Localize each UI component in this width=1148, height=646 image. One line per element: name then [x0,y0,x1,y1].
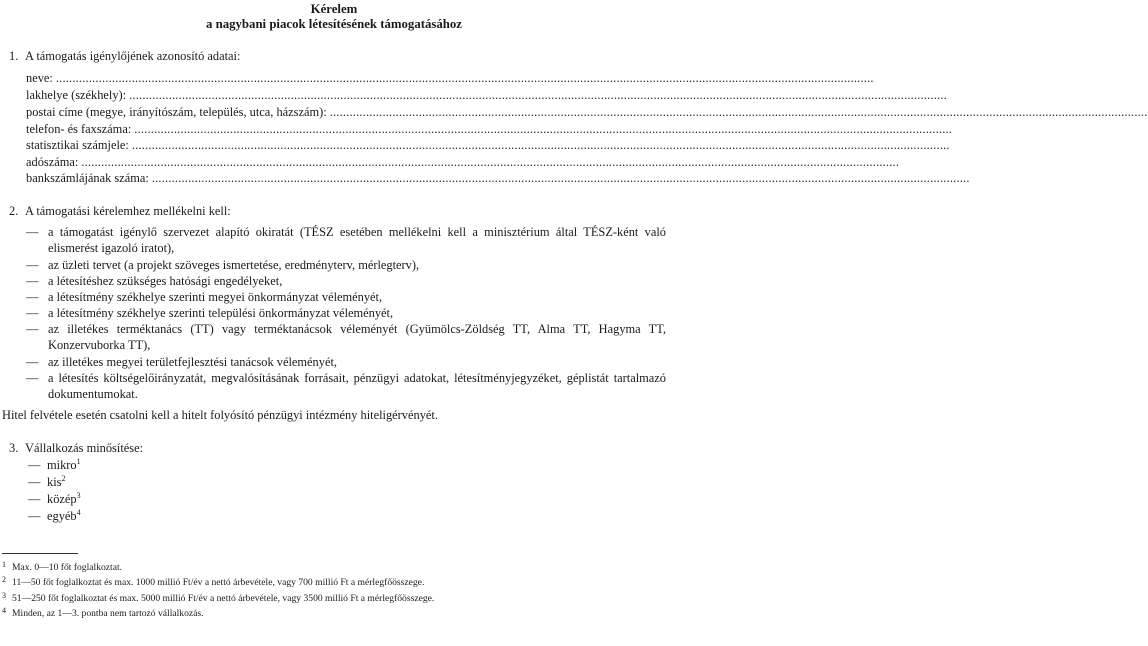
section-3-number: 3. [9,441,19,455]
size-option-label: mikro [47,458,77,472]
dash-bullet: — [26,290,39,304]
footnote-ref: 4 [76,508,81,517]
dash-bullet: — [26,274,39,288]
section-2-heading [9,203,231,219]
field-label: statisztikai számjele: [26,138,129,152]
dash-bullet: — [28,458,41,472]
footnote-text: Max. 0—10 főt foglalkoztat. [12,562,123,573]
size-option-label: kis [47,475,62,489]
fill-line: ........................................................................................................................................................................................................................................................ [129,88,947,102]
field-residence[interactable] [26,87,947,103]
section-2-heading-text: A támogatási kérelemhez mellékelni kell: [25,204,231,218]
field-bank-account[interactable] [26,170,970,186]
size-option-other[interactable] [28,508,81,524]
attachment-item [26,257,666,273]
size-option-micro[interactable] [28,457,81,473]
fill-line: ........................................................................................................................................................................................................................................................ [329,105,1148,119]
fill-line: ........................................................................................................................................................................................................................................................ [131,138,950,152]
section-3-heading [9,440,143,456]
footnote [2,574,424,589]
field-postal-address[interactable] [26,104,1148,120]
document-title: Kérelem [310,2,358,16]
attachment-item [26,224,666,256]
field-label: neve: [26,71,53,85]
field-label: telefon- és faxszáma: [26,122,132,136]
dash-bullet: — [26,225,39,239]
dash-bullet: — [26,371,39,385]
attachment-text: a létesítmény székhelye szerinti megyei önkormányzat véleményét, [48,290,383,304]
size-option-label: közép [47,492,77,506]
footnote-ref: 2 [61,474,66,483]
footnote-text: 11—50 főt foglalkoztat és max. 1000 millió Ft/év a nettó árbevétele, vagy 700 millió Ft a mérlegfőösszege. [12,577,425,588]
field-statistical-code[interactable] [26,137,950,153]
footnote [2,590,434,605]
attachment-item [26,289,666,305]
dash-bullet: — [26,306,39,320]
dash-bullet: — [26,322,39,336]
attachment-item [26,273,666,289]
attachment-text: az üzleti tervet (a projekt szöveges ismertetése, eredményterv, mérlegterv), [48,258,420,272]
attachment-text: a létesítés költségelőirányzatát, megvalósításának forrásait, pénzügyi adatokat, létesítményjegyzéket, géplistát tartalmazó dokumentumokat. [48,371,666,401]
footnote-ref: 3 [76,491,81,500]
attachment-text: a létesítéshez szükséges hatósági engedélyeket, [48,274,283,288]
attachment-item [26,321,666,353]
section-1-heading-text: A támogatás igénylőjének azonosító adatai: [25,49,241,63]
field-label: adószáma: [26,155,79,169]
attachment-text: az illetékes megyei területfejlesztési tanácsok véleményét, [48,355,337,369]
field-tax-number[interactable] [26,154,900,170]
attachment-item [26,354,666,370]
footnote-number: 2 [2,575,6,584]
fill-line: ........................................................................................................................................................................................................................................................ [55,71,874,85]
footnote [2,605,204,620]
size-option-medium[interactable] [28,491,81,507]
dash-bullet: — [28,492,41,506]
field-label: bankszámlájának száma: [26,171,149,185]
field-name[interactable] [26,70,874,86]
dash-bullet: — [26,355,39,369]
credit-note: Hitel felvétele esetén csatolni kell a hitelt folyósító pénzügyi intézmény hiteligérvényét. [2,408,438,422]
field-phone-fax[interactable] [26,121,953,137]
attachment-item [26,370,666,402]
attachment-text: a támogatást igénylő szervezet alapító okiratát (TÉSZ esetében mellékelni kell a minisztérium által TÉSZ-ként való elismerést igazoló iratot), [48,225,666,255]
dash-bullet: — [26,258,39,272]
footnote-number: 1 [2,560,6,569]
attachment-text: az illetékes terméktanács (TT) vagy terméktanácsok véleményét (Gyümölcs-Zöldség TT, Alma TT, Hagyma TT, Konzervuborka TT), [48,322,666,352]
fill-line: ........................................................................................................................................................................................................................................................ [151,171,970,185]
size-option-small[interactable] [28,474,65,490]
section-3-heading-text: Vállalkozás minősítése: [25,441,144,455]
footnote [2,559,122,574]
field-label: lakhelye (székhely): [26,88,127,102]
attachment-text: a létesítmény székhelye szerinti települési önkormányzat véleményét, [48,306,394,320]
footnote-number: 3 [2,591,6,600]
footnote-separator [2,553,78,554]
section-2-number: 2. [9,204,19,218]
footnote-ref: 1 [76,457,81,466]
footnote-text: 51—250 főt foglalkoztat és max. 5000 millió Ft/év a nettó árbevétele, vagy 3500 millió Ft a mérlegfőösszege. [12,593,435,604]
field-label: postai címe (megye, irányítószám, település, utca, házszám): [26,105,327,119]
dash-bullet: — [28,509,41,523]
footnote-text: Minden, az 1—3. pontba nem tartozó vállalkozás. [12,608,204,619]
document-subtitle: a nagybani piacok létesítésének támogatásához [206,17,462,31]
size-option-label: egyéb [47,509,77,523]
section-1-number: 1. [9,49,19,63]
fill-line: ........................................................................................................................................................................................................................................................ [134,122,953,136]
fill-line: ........................................................................................................................................................................................................................................................ [81,155,900,169]
section-1-heading [9,48,240,64]
footnote-number: 4 [2,606,6,615]
attachment-item [26,305,666,321]
dash-bullet: — [28,475,41,489]
